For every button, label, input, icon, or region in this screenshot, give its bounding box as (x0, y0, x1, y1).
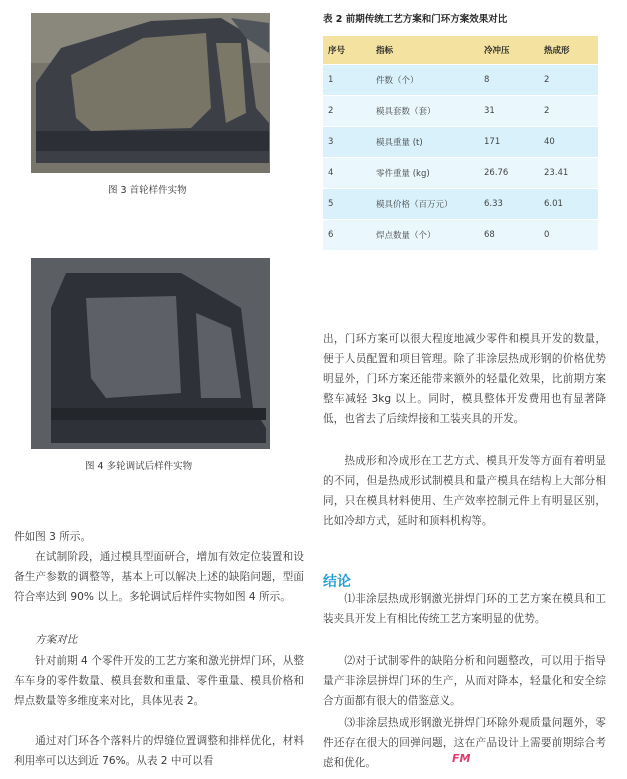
paragraph-text: ⑶非涂层热成形钢激光拼焊门环除外观质量问题外，零件还存在很大的回弹问题，这在产品设计上需要前期综合考虑和优化。 (323, 717, 606, 769)
table-cell: 零件重量 (kg) (371, 158, 479, 189)
table-cell: 2 (323, 96, 371, 127)
table-header-cell: 指标 (371, 36, 479, 65)
table-cell: 40 (539, 127, 598, 158)
door-ring-sample-image (31, 13, 270, 173)
table-header-cell: 冷冲压 (479, 36, 539, 65)
table-cell: 31 (479, 96, 539, 127)
table-cell: 3 (323, 127, 371, 158)
table-row (323, 96, 598, 127)
left-paragraph-3 (14, 651, 304, 711)
table-header-cell: 热成形 (539, 36, 598, 65)
table-cell: 焊点数量（个） (371, 220, 479, 251)
paragraph-text: ⑴非涂层热成形钢激光拼焊门环的工艺方案在模具和工装夹具开发上有相比传统工艺方案明显的优势。 (323, 593, 606, 625)
paragraph-text: 针对前期 4 个零件开发的工艺方案和激光拼焊门环，从整车车身的零件数量、模具套数和重量、零件重量、模具价格和焊点数量等多维度来对比，具体见表 2。 (14, 655, 304, 707)
section-title-conclusion: 结论 (323, 574, 351, 590)
table-cell: 5 (323, 189, 371, 220)
table-cell: 模具价格（百万元） (371, 189, 479, 220)
table-cell: 8 (479, 65, 539, 96)
right-paragraph-2 (323, 451, 606, 531)
left-paragraph-1 (14, 527, 304, 547)
table-cell: 模具套数（套） (371, 96, 479, 127)
table-row (323, 189, 598, 220)
table-cell: 6.01 (539, 189, 598, 220)
comparison-table (323, 36, 598, 250)
paragraph-text: 出，门环方案可以很大程度地减少零件和模具开发的数量，便于人员配置和项目管理。除了非涂层热成形钢的价格优势明显外，门环方案还能带来额外的轻量化效果，比前期方案整车减轻 3kg 以上。同时，模具整体开发费用也有显著降低，也省去了后续焊接和工装夹具的开发。 (323, 333, 606, 425)
table-row (323, 158, 598, 189)
conclusion-item-1 (323, 589, 606, 629)
table-cell: 2 (539, 96, 598, 127)
table-row (323, 127, 598, 158)
right-paragraph-1 (323, 329, 606, 429)
table-row (323, 220, 598, 251)
paragraph-text: ⑵对于试制零件的缺陷分析和问题整改，可以用于指导量产非涂层拼焊门环的生产，从而对降本，轻量化和安全综合方面都有很大的借鉴意义。 (323, 655, 606, 707)
table-cell: 2 (539, 65, 598, 96)
figure-3-photo (31, 13, 270, 173)
table-cell: 1 (323, 65, 371, 96)
paragraph-text: 在试制阶段，通过模具型面研合，增加有效定位装置和设备生产参数的调整等，基本上可以解决上述的缺陷问题，型面符合率达到 90% 以上。多轮调试后样件实物如图 4 所示。 (14, 551, 304, 603)
fm-logo: FM (452, 752, 471, 765)
table-cell: 171 (479, 127, 539, 158)
left-paragraph-4 (14, 731, 304, 771)
paragraph-text: 通过对门环各个落料片的焊缝位置调整和排样优化，材料利用率可以达到近 76%。从表 2 中可以看 (14, 735, 304, 767)
table-header-cell: 序号 (323, 36, 371, 65)
table-cell: 模具重量 (t) (371, 127, 479, 158)
figure-3-caption: 图 3 首轮样件实物 (108, 185, 187, 196)
figure-4-photo (31, 258, 270, 449)
conclusion-item-2 (323, 651, 606, 711)
left-paragraph-2 (14, 547, 304, 607)
table-cell: 4 (323, 158, 371, 189)
table-cell: 6 (323, 220, 371, 251)
table-title: 表 2 前期传统工艺方案和门环方案效果对比 (323, 14, 508, 25)
paragraph-text: 件如图 3 所示。 (14, 531, 92, 543)
table-row (323, 65, 598, 96)
figure-4-caption: 图 4 多轮调试后样件实物 (85, 461, 193, 472)
table-cell: 23.41 (539, 158, 598, 189)
table-cell: 6.33 (479, 189, 539, 220)
door-ring-final-image (31, 258, 270, 449)
table-cell: 0 (539, 220, 598, 251)
table-cell: 26.76 (479, 158, 539, 189)
paragraph-text: 热成形和冷成形在工艺方式、模具开发等方面有着明显的不同，但是热成形试制模具和量产模具在结构上大部分相同，只在模具材料使用、生产效率控制元件上有明显区别，比如冷却方式，延时和顶料机构等。 (323, 455, 606, 527)
subheading-comparison: 方案对比 (35, 634, 78, 646)
table-cell: 68 (479, 220, 539, 251)
table-header-row (323, 36, 598, 65)
table-cell: 件数（个） (371, 65, 479, 96)
